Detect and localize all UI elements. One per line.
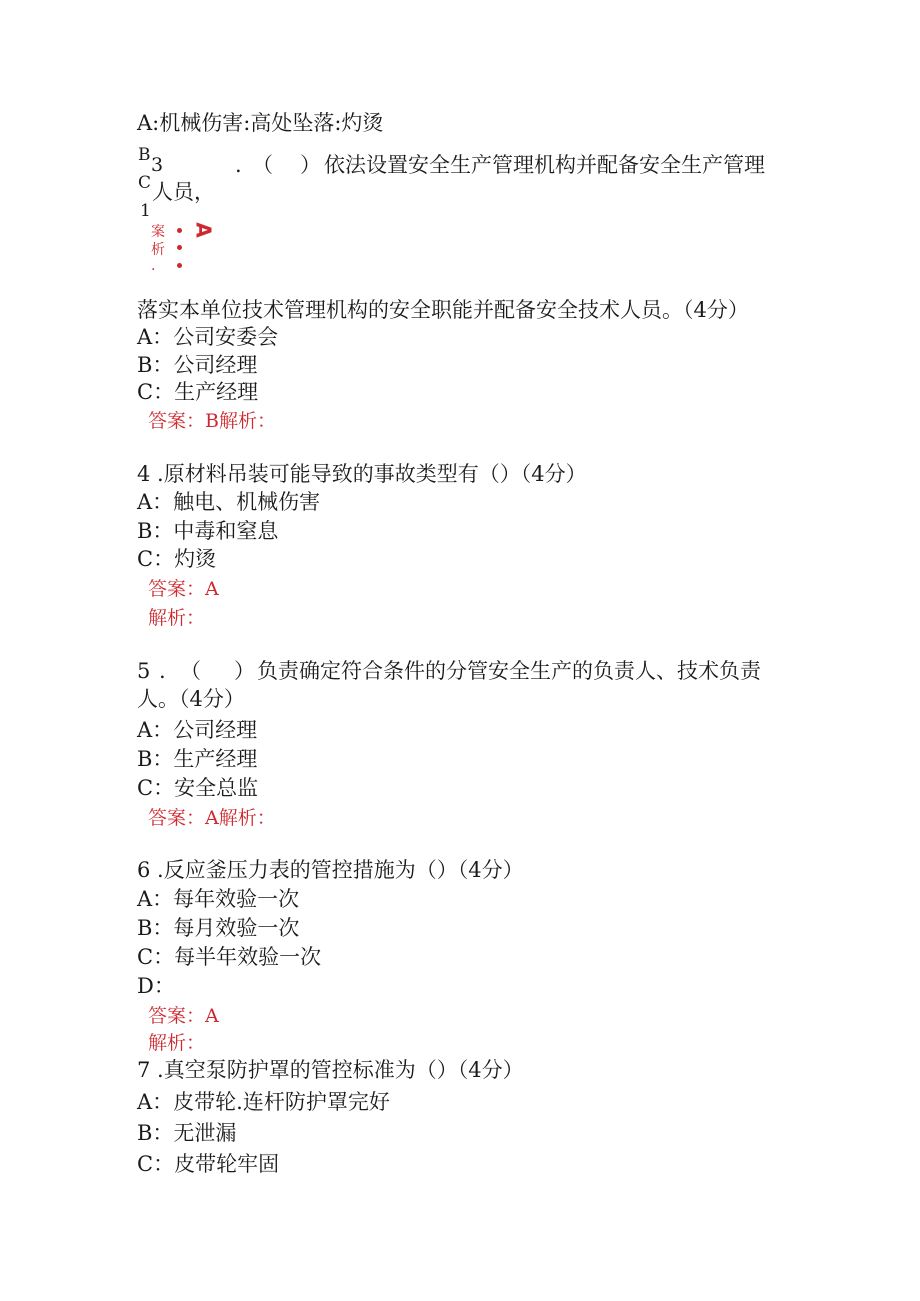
q3-option-b: B：公司经理 — [137, 353, 258, 377]
q7-option-b: B：无泄漏 — [137, 1121, 237, 1145]
q4-title: 4 .原材料吊装可能导致的事故类型有（）（4分） — [137, 462, 587, 486]
q3-analysis-char: 析 — [151, 242, 165, 258]
answer-colon-dot — [177, 245, 182, 250]
q5-number: 5 — [137, 659, 151, 683]
q7-title: 7 .真空泵防护罩的管控标准为（）（4分） — [137, 1058, 524, 1082]
prev-question-option-a: A:机械伤害:高处坠落:灼烫 — [137, 111, 384, 135]
q3-answer-value: A — [191, 222, 216, 238]
q4-option-b: B：中毒和窒息 — [137, 519, 279, 543]
q5-option-c: C：安全总监 — [137, 776, 259, 800]
q6-title: 6 .反应釜压力表的管控措施为（）（4分） — [137, 858, 524, 882]
q4-answer: 答案：A — [148, 578, 219, 600]
answer-colon-dot — [177, 228, 182, 233]
q6-option-a: A：每年效验一次 — [137, 887, 300, 911]
q5-option-a: A：公司经理 — [137, 718, 258, 742]
q3-number: 3 — [151, 154, 164, 176]
q5-question-text-cont: 人。（4分） — [137, 687, 245, 711]
q3-answer-char: 案 — [151, 224, 165, 240]
q6-analysis: 解析： — [148, 1032, 206, 1054]
stray-digit-one: 1 — [140, 201, 151, 221]
q7-option-c: C：皮带轮牢固 — [137, 1152, 280, 1176]
q6-option-c: C：每半年效验一次 — [137, 945, 322, 969]
q4-option-a: A：触电、机械伤害 — [137, 490, 321, 514]
stray-letter-c: C — [138, 173, 152, 193]
q5-option-b: B：生产经理 — [137, 747, 258, 771]
answer-colon-dot — [177, 263, 182, 268]
q6-option-d: D： — [137, 974, 175, 998]
q5-dot: . — [159, 659, 166, 683]
q3-question-text: 依法设置安全生产管理机构并配备安全生产管理 — [324, 153, 765, 177]
q5-paren-open: （ — [180, 659, 201, 683]
q5-answer: 答案：A解析： — [148, 807, 276, 829]
q5-paren-close: ） — [234, 659, 255, 683]
q3-option-a: A：公司安委会 — [137, 325, 279, 349]
q3-question-text-line3: 落实本单位技术管理机构的安全职能并配备安全技术人员。（4分） — [137, 298, 749, 322]
stray-letter-b: B — [138, 145, 151, 165]
q3-answer: 答案：B解析： — [148, 410, 276, 432]
q3-question-text-cont: 人员， — [152, 180, 215, 204]
q6-option-b: B：每月效验一次 — [137, 916, 300, 940]
q3-option-c: C：生产经理 — [137, 380, 259, 404]
q3-dot: . — [235, 153, 242, 177]
q5-question-text: 负责确定符合条件的分管安全生产的负责人、技术负责 — [257, 659, 761, 683]
q3-paren-close: ） — [300, 153, 321, 177]
q3-dot-char: . — [151, 258, 156, 274]
q6-answer: 答案：A — [148, 1005, 219, 1027]
q4-analysis: 解析： — [148, 607, 206, 629]
q4-option-c: C：灼烫 — [137, 547, 217, 571]
q7-option-a: A：皮带轮.连杆防护罩完好 — [137, 1090, 390, 1114]
q3-paren-open: （ — [252, 153, 273, 177]
